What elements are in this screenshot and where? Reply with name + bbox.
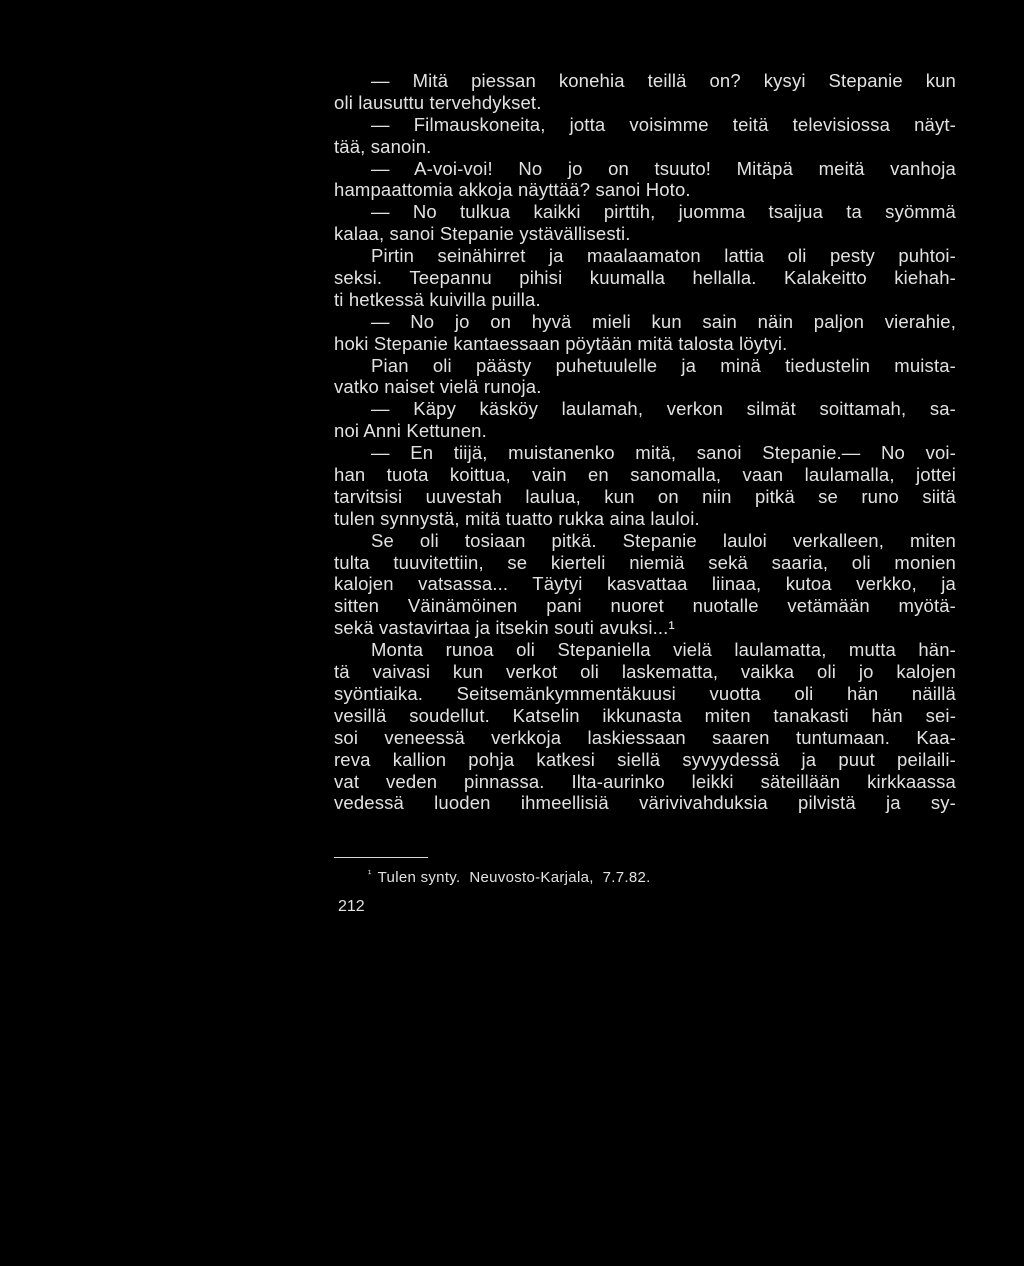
text-line: vat veden pinnassa. Ilta-aurinko leikki säteillään kirkkaassa xyxy=(334,770,956,792)
text-line: Pirtin seinähirret ja maalaamaton lattia oli pesty puhtoi- xyxy=(371,245,956,267)
text-line: tää, sanoin. xyxy=(334,135,432,157)
text-line: — No tulkua kaikki pirttih, juomma tsaijua ta syömmä xyxy=(371,201,956,223)
text-line: — A-voi-voi! No jo on tsuuto! Mitäpä meitä vanhoja xyxy=(371,157,956,179)
text-line: vatko naiset vielä runoja. xyxy=(334,376,542,398)
text-line: ti hetkessä kuivilla puilla. xyxy=(334,288,541,310)
page-body-text xyxy=(334,70,956,814)
text-line: tä vaivasi kun verkot oli laskematta, vaikka oli jo kalojen xyxy=(334,661,956,683)
text-line: — Käpy käsköy laulamah, verkon silmät soittamah, sa- xyxy=(371,398,956,420)
footnote xyxy=(368,866,651,887)
text-line: noi Anni Kettunen. xyxy=(334,420,487,442)
text-line: sitten Väinämöinen pani nuoret nuotalle vetämään myötä- xyxy=(334,595,956,617)
text-line: reva kallion pohja katkesi siellä syvyydessä ja puut peilaili- xyxy=(334,748,956,770)
text-line: — No jo on hyvä mieli kun sain näin paljon vierahie, xyxy=(371,310,956,332)
text-line: hoki Stepanie kantaessaan pöytään mitä talosta löytyi. xyxy=(334,332,788,354)
text-line: tulen synnystä, mitä tuatto rukka aina lauloi. xyxy=(334,507,700,529)
text-line: Pian oli päästy puhetuulelle ja minä tiedustelin muista- xyxy=(371,354,956,376)
footnote-divider xyxy=(334,857,428,858)
text-line: han tuota koittua, vain en sanomalla, vaan laulamalla, jottei xyxy=(334,464,956,486)
page-number: 212 xyxy=(338,898,365,915)
text-line: — En tiijä, muistanenko mitä, sanoi Stepanie.— No voi- xyxy=(371,442,956,464)
text-line: Se oli tosiaan pitkä. Stepanie lauloi verkalleen, miten xyxy=(371,529,956,551)
text-line: vesillä soudellut. Katselin ikkunasta miten tanakasti hän sei- xyxy=(334,704,956,726)
text-line: kalaa, sanoi Stepanie ystävällisesti. xyxy=(334,223,631,245)
text-line: sekä vastavirtaa ja itsekin souti avuksi...¹ xyxy=(334,617,675,639)
footnote-marker: ¹ xyxy=(368,869,372,880)
text-line: tarvitsisi uuvestah laulua, kun on niin pitkä se runo siitä xyxy=(334,485,956,507)
text-line: soi veneessä verkkoja laskiessaan saaren tuntumaan. Kaa- xyxy=(334,726,956,748)
text-line: vedessä luoden ihmeellisiä värivivahduksia pilvistä ja sy- xyxy=(334,792,956,814)
text-line: syöntiaika. Seitsemänkymmentäkuusi vuotta oli hän näillä xyxy=(334,682,956,704)
footnote-text: Tulen synty. Neuvosto-Karjala, 7.7.82. xyxy=(377,869,651,886)
text-line: Monta runoa oli Stepaniella vielä laulamatta, mutta hän- xyxy=(371,639,956,661)
text-line: oli lausuttu tervehdykset. xyxy=(334,91,542,113)
text-line: seksi. Teepannu pihisi kuumalla hellalla. Kalakeitto kiehah- xyxy=(334,267,956,289)
text-line: — Mitä piessan konehia teillä on? kysyi Stepanie kun xyxy=(371,70,956,91)
text-line: — Filmauskoneita, jotta voisimme teitä televisiossa näyt- xyxy=(371,113,956,135)
text-line: kalojen vatsassa... Täytyi kasvattaa liinaa, kutoa verkko, ja xyxy=(334,573,956,595)
text-line: tulta tuuvitettiin, se kierteli niemiä sekä saaria, oli monien xyxy=(334,551,956,573)
text-line: hampaattomia akkoja näyttää? sanoi Hoto. xyxy=(334,179,691,201)
